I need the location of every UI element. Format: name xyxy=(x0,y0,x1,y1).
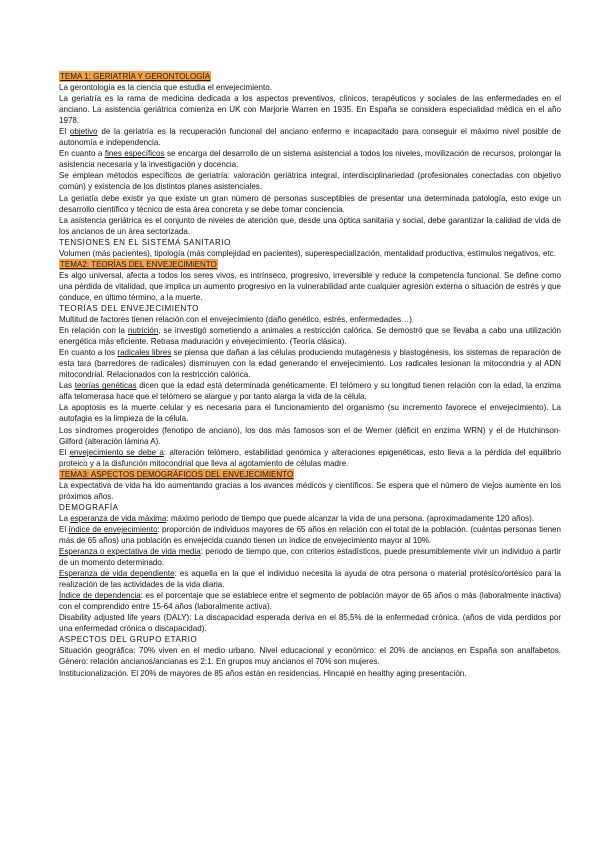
subheading: ASPECTOS DEL GRUPO ETARIO xyxy=(59,635,198,645)
paragraph: Se emplean métodos específicos de geriatría: valoración geriátrica integral, interdisciplinariedad (profesionales conectadas con objetivo común) y existencia de los distintos planes asistenciales. xyxy=(59,171,561,192)
document-body xyxy=(59,71,561,679)
paragraph: La apoptosis es la muerte celular y es necesaria para el funcionamiento del organismo (su incremento favorece el envejecimiento). La autofagia es la limpieza de la célula. xyxy=(59,403,561,424)
paragraph: Volumen (más pacientes), tipología (más complejidad en pacientes), superespecialización, mentalidad productiva, estímulos negativos, etc. xyxy=(59,248,556,258)
subheading: DEMOGRAFÍA xyxy=(59,502,119,512)
paragraph: Esperanza de vida dependiente: es aquella en la que el individuo necesita la ayuda de otra persona o material protésico/ortésico para la realización de las actividades de la vida diaria. xyxy=(59,569,561,590)
paragraph: Las teorías genéticas dicen que la edad está determinada genéticamente. El telómero y su longitud tienen relación con la edad, la enzima alfa telomerasa hace que el telómero se alargue y por tanto alarga la vida de la célula. xyxy=(59,381,561,402)
paragraph: La asistencia geriátrica es el conjunto de niveles de atención que, desde una óptica sanitaria y social, debe garantizar la calidad de vida de los ancianos de un área sectorizada. xyxy=(59,215,561,236)
subheading: TEORÍAS DEL ENVEJECIMIENTO xyxy=(59,303,199,313)
paragraph: En cuanto a los radicales libres se piensa que dañan a las células produciendo mutagénesis y blastogénesis, los sistemas de reparación de esta tara (barredores de radicales) disminuyen con la edad generando el envejecimiento. Los radicales lesionan la mitocondria y al ADN mitocondrial. Relacionados con la restricción calórica. xyxy=(59,348,561,380)
paragraph: Institucionalización. El 20% de mayores de 85 años están en residencias. Hincapié en healthy aging presentación. xyxy=(59,668,467,678)
paragraph: El índice de envejecimiento: proporción de individuos mayores de 65 años en relación con el total de la población. (cuántas personas tienen más de 65 años) una población es envejecida cuando tienen un índice de envejecimiento mayor al 10%. xyxy=(59,524,561,545)
paragraph: Es algo universal, afecta a todos los seres vivos, es intrínseco, progresivo, irreversible y reduce la competencia funcional. Se define como una pérdida de vitalidad, que implica un aumento progresivo en la vulnerabilidad ante cualquier agresión externa o situación de estrés y que conduce, en último término, a la muerte. xyxy=(59,270,561,302)
underlined-term: Esperanza de vida dependiente xyxy=(59,569,175,579)
paragraph: Índice de dependencia: es el porcentaje que se establece entre el segmento de población mayor de 65 años o más (laboralmente inactiva) con el comprendido entre 15-64 años (laboralmente activa). xyxy=(59,591,561,612)
paragraph: La esperanza de vida máxima: máximo periodo de tiempo que puede alcanzar la vida de una persona. (aproximadamente 120 años). xyxy=(59,513,535,523)
paragraph: La gerontología es la ciencia que estudia el envejecimiento. xyxy=(59,83,272,93)
subheading: TENSIONES EN EL SISTEMA SANITARIO xyxy=(59,237,231,247)
underlined-term: objetivo xyxy=(69,127,98,137)
underlined-term: teorías genéticas xyxy=(74,381,137,391)
underlined-term: Esperanza o expectativa de vida media xyxy=(59,547,201,557)
paragraph: El envejecimiento se debe a: alteración telómero, estabilidad genómica y alteraciones epigenéticas, esto lleva a la pérdida del equilibrio proteico y a la disfunción mitocondrial que lleva al agotamiento de células madre. xyxy=(59,447,561,468)
underlined-term: radicales libres xyxy=(117,348,172,358)
paragraph: Disability adjusted life years (DALY): La discapacidad esperada deriva en el 85,5% de la enfermedad crónica. (años de vida perdidos por una enfermedad crónica o discapacidad). xyxy=(59,613,561,634)
paragraph: Multitud de factores tienen relación con el envejecimiento (daño genético, estrés, enfermedades…). xyxy=(59,315,415,325)
section-title-tema-3: TEMA3: ASPECTOS DEMOGRÁFICOS DEL ENVEJECIMIENTO xyxy=(60,469,294,479)
paragraph: La expectativa de vida ha ido aumentando gracias a los avances médicos y científicos. Se espera que el número de viejos aumente en los próximos años. xyxy=(59,480,561,501)
underlined-term: fines específicos xyxy=(104,149,165,159)
paragraph: El objetivo de la geriatría es la recuperación funcional del anciano enfermo e incapacitado para conseguir el máximo nivel posible de autonomía e independencia. xyxy=(59,127,561,148)
paragraph: Los síndromes progeroides (fenotipo de anciano), los dos más famosos son el de Werner (déficit en enzima WRN) y el de Hutchinson-Gilford (alteración lámina A). xyxy=(59,425,561,446)
section-title-tema-2: TEMA2: TEORÍAS DEL ENVEJECIMIENTO xyxy=(60,259,217,269)
underlined-term: Índice de dependencia xyxy=(59,591,141,601)
paragraph: En relación con la nutrición, se investigó sometiendo a animales a restricción calórica. Se demostró que se llevaba a cabo una utilización energética más eficiente. Retrasa maduración y envejecimiento. (Teoría clásica). xyxy=(59,326,561,347)
paragraph: La geriatría es la rama de medicina dedicada a los aspectos preventivos, clínicos, terapéuticos y sociales de las enfermedades en el anciano. La asistencia geriátrica comienza en UK con Marjorie Warren en 1935. En España se considera especialidad médica en el año 1978. xyxy=(59,94,561,126)
underlined-term: nutrición xyxy=(127,326,159,336)
underlined-term: envejecimiento se debe a xyxy=(69,447,164,457)
underlined-term: esperanza de vida máxima xyxy=(70,513,167,523)
section-title-tema-1: TEMA 1: GERIATRÍA Y GERONTOLOGÍA xyxy=(60,72,211,81)
paragraph: La geriatía debe existir ya que existe un gran número de personas susceptibles de presentar una determinada patología, esto exige un desarrollo científico y técnico de esta área concreta y se debe tomar conciencia. xyxy=(59,193,561,214)
underlined-term: índice de envejecimiento xyxy=(68,524,158,534)
paragraph: Situación geográfica: 70% viven en el medio urbano. Nivel educacional y económico: el 20% de ancianos en España son analfabetos. Género: relación ancianos/ancianas es 2:1. En grupos muy ancianos el 70% son mujeres. xyxy=(59,646,561,667)
paragraph: Esperanza o expectativa de vida media: periodo de tiempo que, con criterios estadísticos, puede presumiblemente vivir un individuo a partir de un momento determinado. xyxy=(59,547,561,568)
paragraph: En cuanto a fines específicos se encarga del desarrollo de un sistema asistencial a todos los niveles, movilización de recursos, prolongar la asistencia necesaria y la investigación y docencia. xyxy=(59,149,561,170)
